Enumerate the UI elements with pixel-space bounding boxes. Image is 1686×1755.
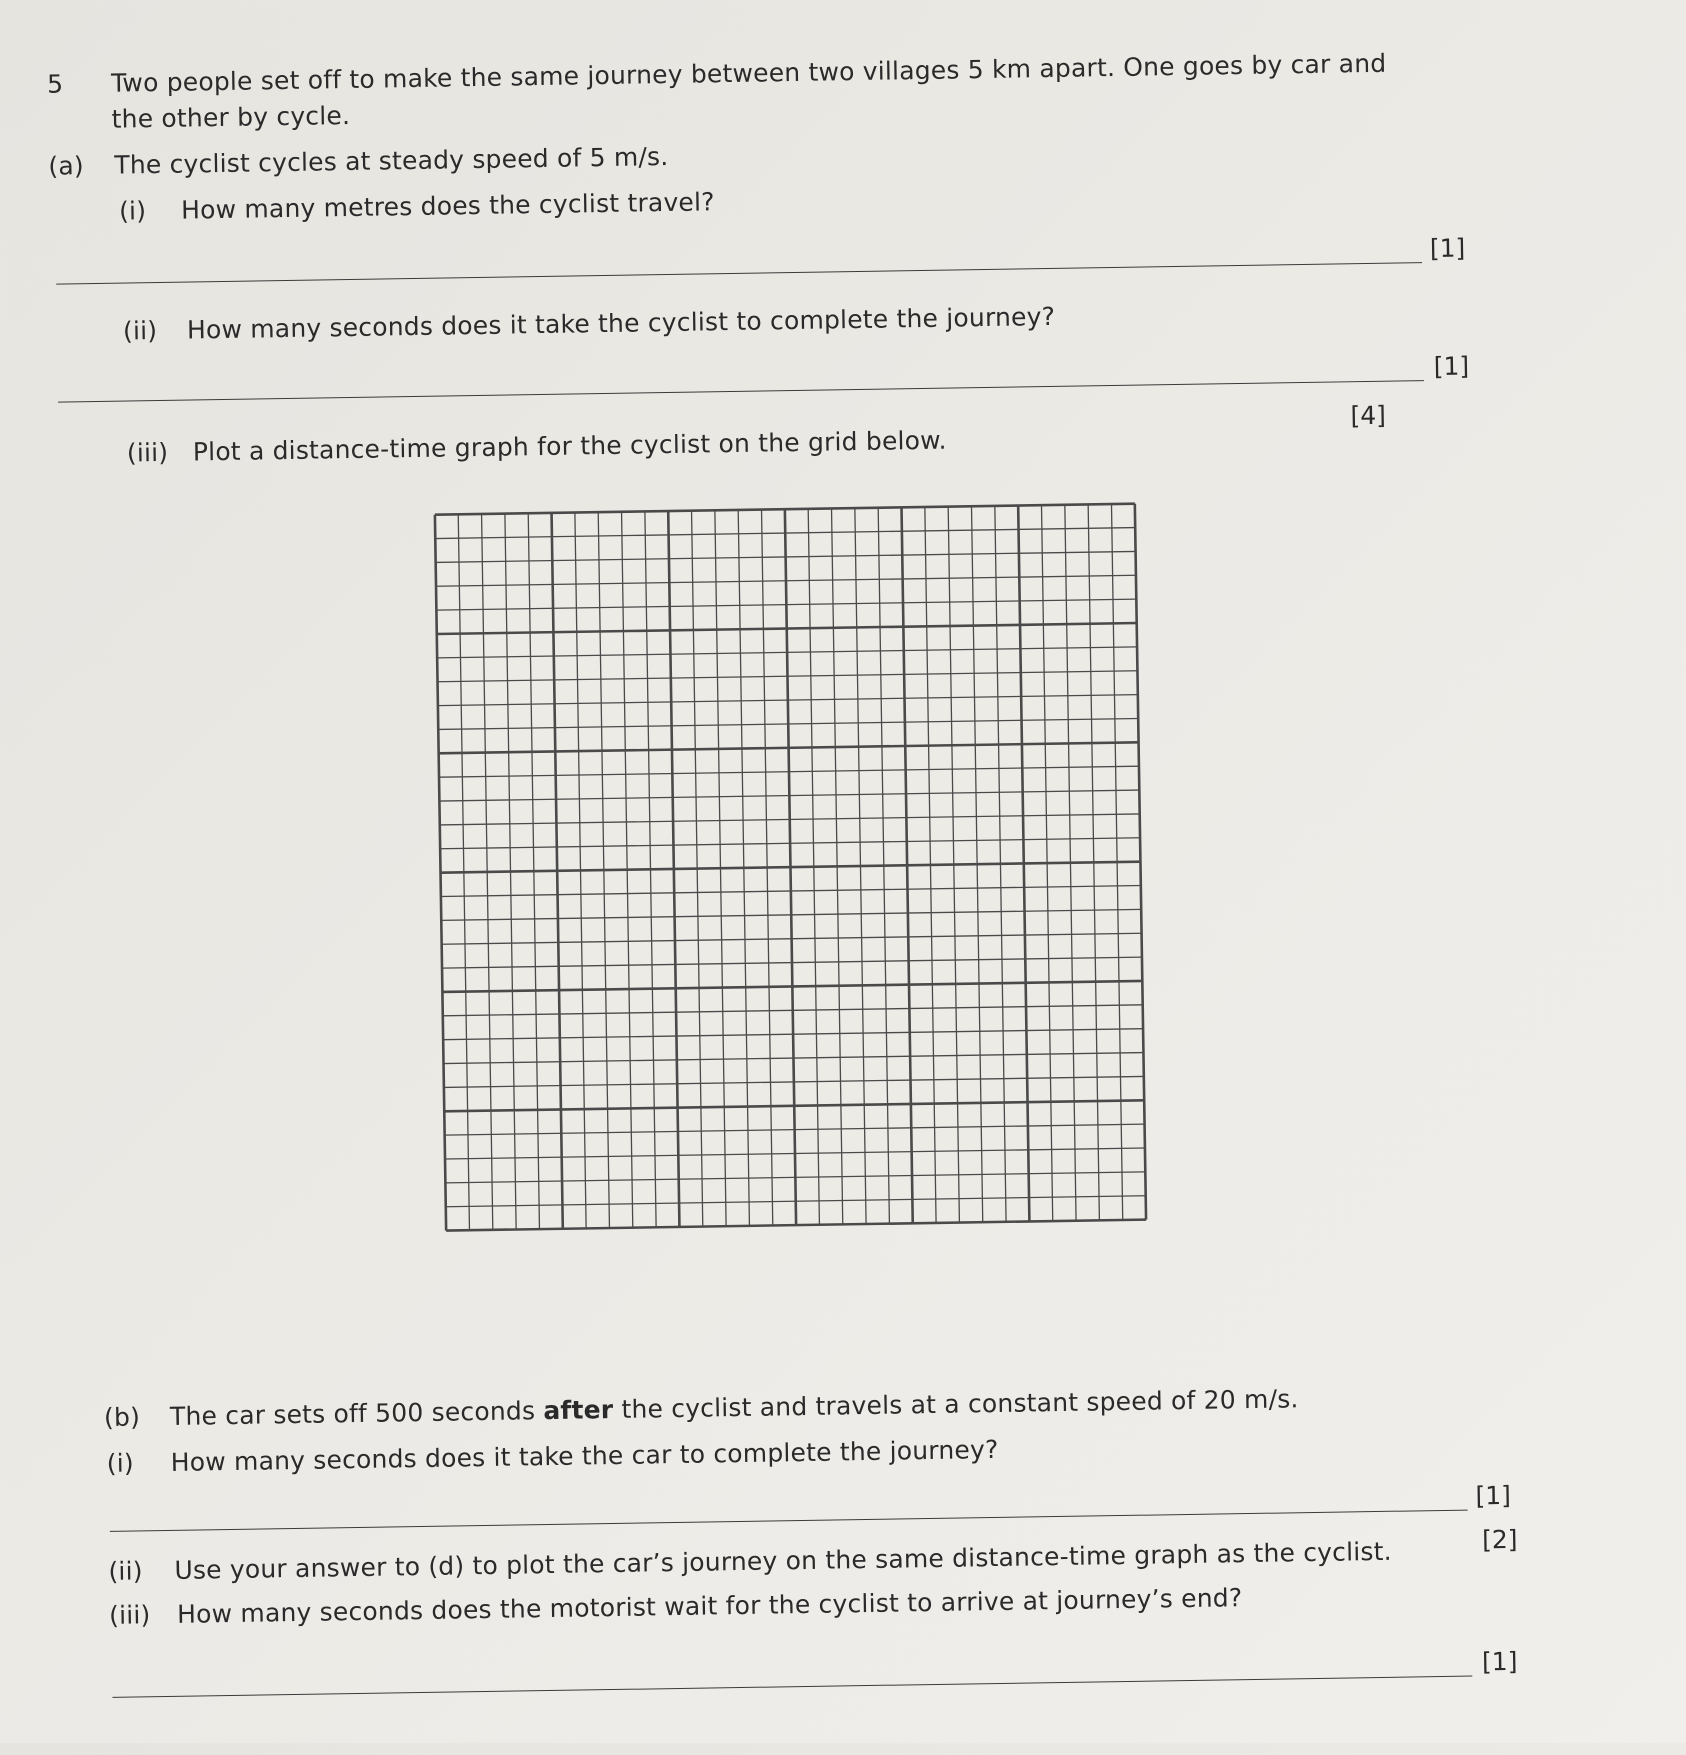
answer-line-a-i[interactable] bbox=[56, 262, 1422, 284]
question-intro-line2: the other by cycle. bbox=[111, 100, 351, 134]
mark-a-ii: [1] bbox=[1433, 351, 1470, 381]
mark-b-ii: [2] bbox=[1481, 1524, 1518, 1555]
distance-time-grid[interactable] bbox=[432, 501, 1149, 1234]
part-b-iii-text: How many seconds does the motorist wait for the cyclist to arrive at journey’s end? bbox=[176, 1583, 1243, 1629]
part-b-text-before: The car sets off 500 seconds bbox=[169, 1396, 544, 1431]
part-a-ii-label: (ii) bbox=[122, 316, 158, 346]
graph-paper[interactable] bbox=[432, 501, 1149, 1234]
part-b-i-label: (i) bbox=[106, 1448, 135, 1478]
answer-line-b-iii[interactable] bbox=[112, 1676, 1472, 1698]
part-b-text bbox=[170, 1384, 1299, 1432]
question-number: 5 bbox=[46, 69, 64, 99]
question-intro-line1: Two people set off to make the same journey between two villages 5 km apart. One goes by car and bbox=[110, 48, 1387, 98]
part-a-iii-text: Plot a distance-time graph for the cyclist on the grid below. bbox=[192, 425, 947, 467]
part-b-ii-text: Use your answer to (d) to plot the car’s journey on the same distance-time graph as the cyclist. bbox=[174, 1536, 1392, 1585]
mark-a-iii: [4] bbox=[1350, 400, 1387, 431]
part-b-i-text: How many seconds does it take the car to complete the journey? bbox=[170, 1434, 999, 1477]
part-a-i-label: (i) bbox=[118, 196, 147, 226]
answer-line-a-ii[interactable] bbox=[58, 380, 1424, 402]
part-b-text-bold: after bbox=[543, 1394, 614, 1426]
part-a-iii-label: (iii) bbox=[126, 437, 169, 468]
part-b-iii-label: (iii) bbox=[108, 1600, 151, 1630]
part-b-ii-label: (ii) bbox=[108, 1556, 143, 1586]
mark-b-iii: [1] bbox=[1481, 1646, 1518, 1677]
part-a-text: The cyclist cycles at steady speed of 5 m/s. bbox=[114, 141, 669, 180]
part-a-ii-text: How many seconds does it take the cyclist to complete the journey? bbox=[186, 301, 1056, 345]
part-b-text-after: the cyclist and travels at a constant speed of 20 m/s. bbox=[613, 1384, 1299, 1424]
part-a-label: (a) bbox=[48, 151, 85, 181]
mark-a-i: [1] bbox=[1429, 233, 1466, 264]
answer-line-b-i[interactable] bbox=[110, 1510, 1468, 1532]
part-a-i-text: How many metres does the cyclist travel? bbox=[180, 187, 715, 225]
part-b-label: (b) bbox=[103, 1402, 141, 1432]
mark-b-i: [1] bbox=[1475, 1480, 1512, 1511]
